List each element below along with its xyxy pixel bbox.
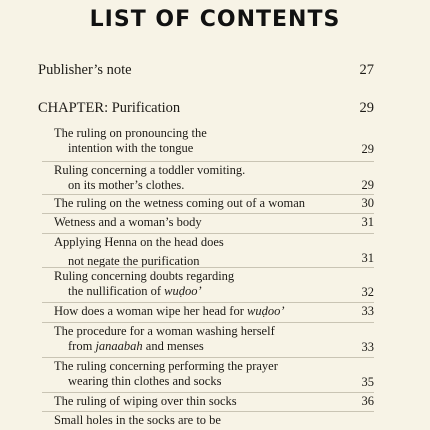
divider [42, 161, 374, 162]
divider [42, 267, 374, 268]
divider [42, 411, 374, 412]
toc-page-number: 35 [361, 375, 374, 389]
toc-entry-label-continued: not negate the purification [68, 254, 200, 268]
page-title: LIST OF CONTENTS [89, 7, 341, 32]
toc-entry-label: The ruling of wiping over thin socks [54, 394, 237, 408]
toc-entry-label-continued: the nullification of wuḍoo’ [68, 284, 202, 298]
toc-entry-label: Ruling concerning doubts regarding [54, 269, 235, 283]
divider [42, 392, 374, 393]
toc-page-number: 32 [361, 285, 374, 299]
toc-entry-label: The ruling on pronouncing the [54, 126, 207, 140]
divider [42, 302, 374, 303]
toc-entry-label: The ruling on the wetness coming out of a woman [54, 196, 305, 210]
toc-entry-label: Applying Henna on the head does [54, 235, 224, 249]
toc-page-number: 29 [361, 142, 374, 156]
toc-entry-label-continued: intention with the tongue [68, 141, 194, 155]
toc-entry-label: The procedure for a woman washing herself [54, 324, 275, 338]
toc-entry-label: Publisher’s note [38, 62, 132, 78]
divider [42, 233, 374, 234]
divider [42, 357, 374, 358]
toc-page-number: 33 [361, 340, 374, 354]
toc-entry-label: How does a woman wipe her head for wuḍoo’ [54, 304, 285, 318]
toc-page-number: 29 [361, 178, 374, 192]
toc-page-number: 36 [361, 394, 374, 408]
divider [42, 194, 374, 195]
toc-entry-label-continued: on its mother’s clothes. [68, 178, 185, 192]
divider [42, 322, 374, 323]
divider [42, 213, 374, 214]
toc-page-number: 27 [359, 62, 374, 78]
toc-page-number: 29 [359, 100, 374, 116]
toc-page-number: 31 [361, 251, 374, 265]
toc-entry-label: CHAPTER: Purification [38, 100, 181, 116]
toc-entry-label-continued: from janaabah and menses [68, 339, 204, 353]
toc-entry-label: Wetness and a woman’s body [54, 215, 202, 229]
toc-entry-label: Small holes in the socks are to be [54, 413, 221, 427]
toc-entry-label: Ruling concerning a toddler vomiting. [54, 163, 246, 177]
toc-page-number: 33 [361, 304, 374, 318]
toc-entry-label-continued: wearing thin clothes and socks [68, 374, 222, 388]
toc-page-number: 31 [361, 215, 374, 229]
toc-page-number: 30 [361, 196, 374, 210]
toc-entry-label: The ruling concerning performing the prayer [54, 359, 278, 373]
